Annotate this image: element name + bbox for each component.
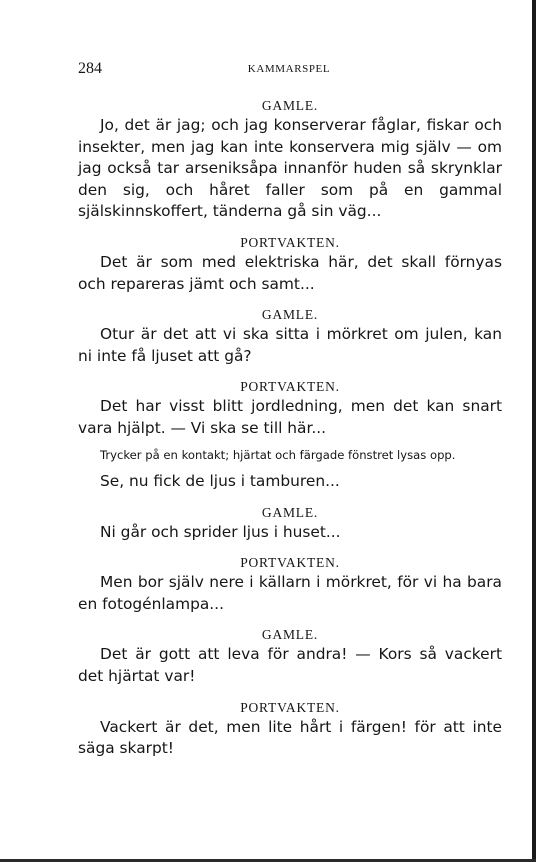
speaker-label: GAMLE.: [261, 98, 319, 113]
stage-direction: Trycker på en kontakt; hjärtat och färgade fönstret lysas opp.: [100, 447, 456, 462]
speaker-label: GAMLE.: [261, 627, 319, 643]
speech-paragraph: Jo, det är jag; och jag konserverar fåglar, fiskar och insekter, men jag kan inte konservera mig själv — om jag också tar arseniksåpa innanför huden så skrynklar den sig, och håret faller som på en gammal själskinnskoffert, tänderna gå sin väg...: [78, 116, 502, 221]
speech-paragraph: Men bor själv nere i källarn i mörkret, för vi ha bara en fotogénlampa...: [78, 573, 502, 613]
speech-paragraph: Otur är det att vi ska sitta i mörkret om julen, kan ni inte få ljuset att gå?: [78, 325, 502, 365]
speech-paragraph: Det har visst blitt jordledning, men det kan snart vara hjälpt. — Vi ska se till här...: [78, 397, 502, 437]
page-header: [78, 60, 500, 82]
speaker-label: PORTVAKTEN.: [240, 699, 340, 715]
speaker-label: PORTVAKTEN.: [240, 555, 340, 571]
speaker-label: PORTVAKTEN.: [240, 234, 340, 250]
speaker-label: GAMLE.: [261, 504, 319, 520]
speech-paragraph: Det är som med elektriska här, det skall förnyas och repareras jämt och samt...: [78, 252, 502, 293]
scan-edge-right: [532, 0, 536, 862]
speaker-label: GAMLE.: [261, 307, 319, 323]
speech-paragraph: Se, nu fick de ljus i tamburen...: [100, 472, 340, 491]
speech-paragraph: Ni går och sprider ljus i huset...: [100, 522, 341, 541]
running-head: KAMMARSPEL: [247, 63, 331, 75]
speech-paragraph: Det är gott att leva för andra! — Kors så vackert det hjärtat var!: [78, 645, 502, 685]
page-number: 284: [78, 60, 102, 77]
speaker-label: PORTVAKTEN.: [240, 379, 340, 395]
play-text: [78, 94, 502, 768]
speech-paragraph: Vackert är det, men lite hårt i färgen! för att inte säga skarpt!: [78, 717, 502, 758]
